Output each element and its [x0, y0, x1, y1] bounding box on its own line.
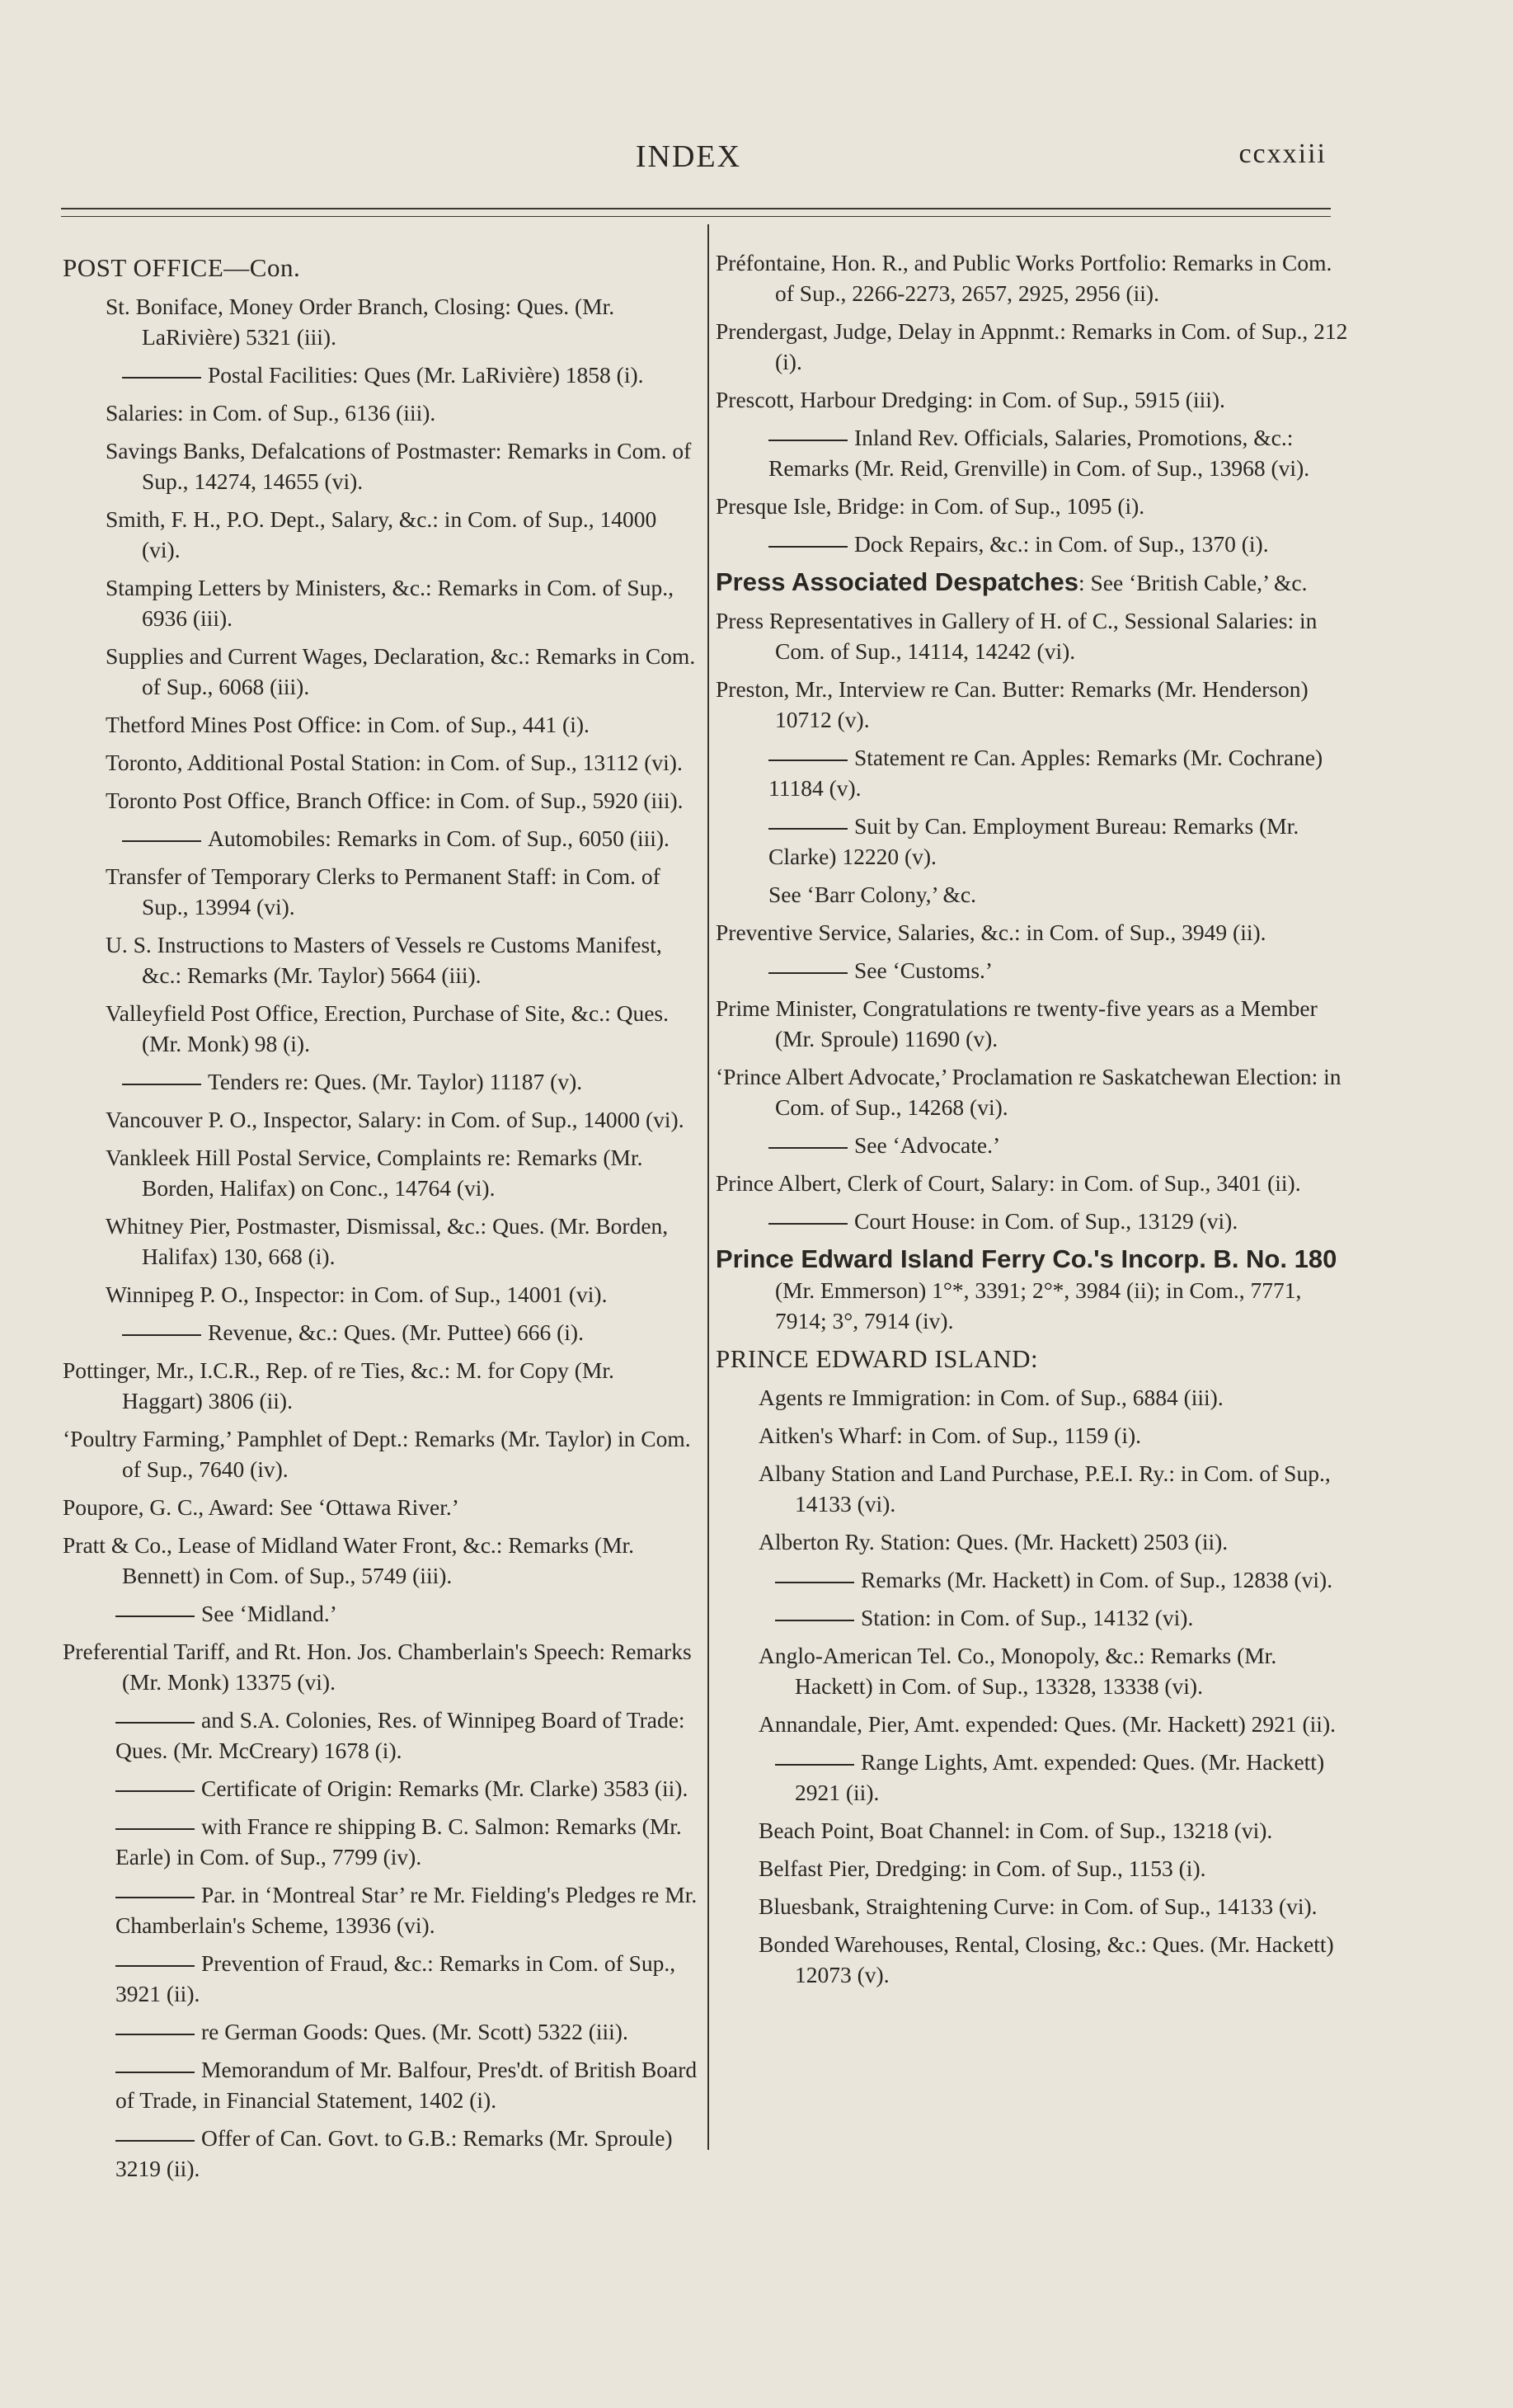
column-divider — [707, 224, 709, 2150]
index-entry — [63, 360, 698, 390]
entry-text: Memorandum of Mr. Balfour, Pres'dt. of British Board of Trade, in Financial Statement, 1402 (i). — [115, 2057, 698, 2113]
ditto-dash — [122, 1334, 201, 1336]
entry-text: Thetford Mines Post Office: in Com. of Sup., 441 (i). — [106, 712, 590, 737]
entry-text: Preferential Tariff, and Rt. Hon. Jos. Chamberlain's Speech: Remarks (Mr. Monk) 13375 (vi). — [63, 1639, 692, 1695]
right-column — [716, 247, 1352, 1997]
index-entry — [63, 823, 698, 854]
index-entry — [63, 572, 698, 633]
index-entry — [716, 1891, 1352, 1921]
index-entry — [63, 1066, 698, 1097]
entry-text: Court House: in Com. of Sup., 13129 (vi). — [854, 1208, 1238, 1234]
ditto-dash — [768, 760, 848, 761]
entry-text: Beach Point, Boat Channel: in Com. of Sup., 13218 (vi). — [759, 1818, 1273, 1843]
entry-text: Preston, Mr., Interview re Can. Butter: Remarks (Mr. Henderson) 10712 (v). — [716, 676, 1309, 732]
index-entry — [716, 1602, 1352, 1633]
entry-text: Press Representatives in Gallery of H. of C., Sessional Salaries: in Com. of Sup., 14114, 14242 (vi). — [716, 608, 1318, 664]
ditto-dash — [775, 1620, 854, 1621]
ditto-dash — [768, 440, 848, 441]
index-entry — [63, 747, 698, 778]
entry-text: Winnipeg P. O., Inspector: in Com. of Sup., 14001 (vi). — [106, 1282, 608, 1307]
entry-text: Vancouver P. O., Inspector, Salary: in Com. of Sup., 14000 (vi). — [106, 1107, 684, 1132]
index-entry — [63, 709, 698, 740]
entry-text: (Mr. Emmerson) 1°*, 3391; 2°*, 3984 (ii); in Com., 7771, 7914; 3°, 7914 (iv). — [775, 1277, 1302, 1333]
index-entry — [63, 2016, 698, 2047]
entry-text: St. Boniface, Money Order Branch, Closing: Ques. (Mr. LaRivière) 5321 (iii). — [106, 294, 615, 350]
entry-text: Toronto, Additional Postal Station: in Com. of Sup., 13112 (vi). — [106, 750, 683, 775]
entry-text: Pratt & Co., Lease of Midland Water Front, &c.: Remarks (Mr. Bennett) in Com. of Sup., 5749 (iii). — [63, 1532, 635, 1588]
ditto-dash — [768, 1147, 848, 1149]
index-entry — [716, 1709, 1352, 1739]
entry-text: Vankleek Hill Postal Service, Complaints re: Remarks (Mr. Borden, Halifax) on Conc., 14764 (vi). — [106, 1145, 643, 1201]
ditto-dash — [768, 1223, 848, 1225]
index-entry — [63, 1423, 698, 1484]
entry-text: Alberton Ry. Station: Ques. (Mr. Hackett) 2503 (ii). — [759, 1529, 1229, 1554]
index-entry — [716, 491, 1352, 521]
index-entry — [716, 316, 1352, 377]
entry-text: : See ‘British Cable,’ &c. — [1078, 570, 1308, 595]
header-rule — [61, 208, 1331, 209]
index-entry — [716, 742, 1352, 803]
entry-text: Certificate of Origin: Remarks (Mr. Clarke) 3583 (ii). — [201, 1775, 688, 1801]
index-entry — [63, 1530, 698, 1591]
index-entry — [716, 1853, 1352, 1884]
ditto-dash — [115, 1828, 195, 1830]
entry-text: Anglo-American Tel. Co., Monopoly, &c.: Remarks (Mr. Hackett) in Com. of Sup., 13328, 13338 (vi). — [759, 1643, 1277, 1699]
entry-text: Station: in Com. of Sup., 14132 (vi). — [861, 1605, 1194, 1630]
index-entry — [63, 1492, 698, 1522]
entry-text: See ‘Midland.’ — [201, 1601, 337, 1626]
left-column — [63, 247, 698, 2191]
index-entry — [716, 1640, 1352, 1701]
index-entry — [63, 1279, 698, 1310]
ditto-dash — [115, 1897, 195, 1898]
entry-text: Toronto Post Office, Branch Office: in Com. of Sup., 5920 (iii). — [106, 788, 684, 813]
index-entry — [716, 811, 1352, 872]
index-entry — [63, 2123, 698, 2184]
index-entry — [716, 1206, 1352, 1236]
entry-text: Savings Banks, Defalcations of Postmaster: Remarks in Com. of Sup., 14274, 14655 (vi). — [106, 438, 692, 494]
index-entry — [63, 861, 698, 922]
entry-text: and S.A. Colonies, Res. of Winnipeg Board of Trade: Ques. (Mr. McCreary) 1678 (i). — [115, 1707, 685, 1763]
index-entry — [716, 879, 1352, 910]
ditto-dash — [122, 1084, 201, 1085]
entry-text: See ‘Customs.’ — [854, 957, 994, 983]
entry-text: Postal Facilities: Ques (Mr. LaRivière) 1858 (i). — [208, 362, 644, 388]
index-entry — [63, 397, 698, 428]
index-entry — [716, 1815, 1352, 1846]
index-entry — [63, 998, 698, 1059]
index-entry — [63, 1598, 698, 1629]
ditto-dash — [115, 1965, 195, 1967]
entry-text: Prescott, Harbour Dredging: in Com. of Sup., 5915 (iii). — [716, 387, 1225, 412]
entry-text: Revenue, &c.: Ques. (Mr. Puttee) 666 (i). — [208, 1319, 584, 1345]
entry-text: Aitken's Wharf: in Com. of Sup., 1159 (i). — [759, 1423, 1142, 1448]
index-entry — [63, 1104, 698, 1135]
entry-text: Tenders re: Ques. (Mr. Taylor) 11187 (v). — [208, 1069, 583, 1094]
entry-text: Inland Rev. Officials, Salaries, Promotions, &c.: Remarks (Mr. Reid, Grenville) in Com. of Sup., 13968 (vi). — [768, 425, 1310, 481]
index-entry — [716, 384, 1352, 415]
index-entry — [716, 422, 1352, 483]
index-entry — [716, 1929, 1352, 1990]
entry-text: Bonded Warehouses, Rental, Closing, &c.: Ques. (Mr. Hackett) 12073 (v). — [759, 1931, 1334, 1987]
index-entry — [63, 504, 698, 565]
index-entry — [716, 917, 1352, 948]
page-number: ccxxiii — [1238, 139, 1327, 169]
entry-text: Automobiles: Remarks in Com. of Sup., 6050 (iii). — [208, 825, 670, 851]
entry-text: U. S. Instructions to Masters of Vessels re Customs Manifest, &c.: Remarks (Mr. Taylor) 5664 (iii). — [106, 932, 662, 988]
index-entry — [716, 1061, 1352, 1122]
entry-text: Stamping Letters by Ministers, &c.: Remarks in Com. of Sup., 6936 (iii). — [106, 575, 674, 631]
entry-text: Poupore, G. C., Award: See ‘Ottawa River.’ — [63, 1494, 459, 1520]
ditto-dash — [122, 377, 201, 379]
entry-text: Salaries: in Com. of Sup., 6136 (iii). — [106, 400, 436, 426]
index-entry — [63, 785, 698, 816]
entry-text: See ‘Barr Colony,’ &c. — [768, 882, 977, 907]
ditto-dash — [115, 2072, 195, 2073]
index-entry — [716, 529, 1352, 559]
entry-text: Par. in ‘Montreal Star’ re Mr. Fielding's Pledges re Mr. Chamberlain's Scheme, 13936 (vi). — [115, 1882, 698, 1938]
index-entry — [716, 605, 1352, 666]
entry-text: Range Lights, Amt. expended: Ques. (Mr. Hackett) 2921 (ii). — [795, 1749, 1325, 1805]
index-entry — [716, 955, 1352, 985]
entry-text: Offer of Can. Govt. to G.B.: Remarks (Mr. Sproule) 3219 (ii). — [115, 2125, 673, 2181]
ditto-dash — [115, 1790, 195, 1792]
index-entry — [716, 674, 1352, 735]
entry-text: Pottinger, Mr., I.C.R., Rep. of re Ties, &c.: M. for Copy (Mr. Haggart) 3806 (ii). — [63, 1357, 614, 1413]
index-entry — [63, 1948, 698, 2009]
entry-text: Remarks (Mr. Hackett) in Com. of Sup., 12838 (vi). — [861, 1567, 1333, 1592]
entry-text: Dock Repairs, &c.: in Com. of Sup., 1370 (i). — [854, 531, 1269, 557]
entry-text: Préfontaine, Hon. R., and Public Works Portfolio: Remarks in Com. of Sup., 2266-2273, 2657, 2925, 2956 (ii). — [716, 250, 1332, 306]
index-entry — [63, 1211, 698, 1272]
index-entry — [716, 1526, 1352, 1557]
header-rule-thin — [61, 216, 1331, 217]
entry-text: Supplies and Current Wages, Declaration, &c.: Remarks in Com. of Sup., 6068 (iii). — [106, 643, 696, 699]
index-entry — [63, 1705, 698, 1766]
ditto-dash — [768, 972, 848, 974]
entry-text: PRINCE EDWARD ISLAND: — [716, 1344, 1039, 1373]
entry-text: Presque Isle, Bridge: in Com. of Sup., 1095 (i). — [716, 493, 1145, 519]
index-entry — [63, 1811, 698, 1872]
entry-text: ‘Prince Albert Advocate,’ Proclamation re Saskatchewan Election: in Com. of Sup., 14268 (vi). — [716, 1064, 1341, 1120]
index-entry — [716, 247, 1352, 308]
index-entry — [63, 2054, 698, 2115]
page-title: INDEX — [635, 139, 742, 174]
index-entry — [63, 1879, 698, 1940]
ditto-dash — [768, 546, 848, 548]
entry-text: Preventive Service, Salaries, &c.: in Com. of Sup., 3949 (ii). — [716, 919, 1266, 945]
index-entry — [63, 291, 698, 352]
index-entry — [716, 1747, 1352, 1808]
entry-text: Transfer of Temporary Clerks to Permanent Staff: in Com. of Sup., 13994 (vi). — [106, 863, 660, 919]
entry-text: Prince Albert, Clerk of Court, Salary: in Com. of Sup., 3401 (ii). — [716, 1170, 1301, 1196]
entry-text: Valleyfield Post Office, Erection, Purchase of Site, &c.: Ques. (Mr. Monk) 98 (i). — [106, 1000, 670, 1056]
index-entry — [716, 993, 1352, 1054]
entry-text: Suit by Can. Employment Bureau: Remarks (Mr. Clarke) 12220 (v). — [768, 813, 1299, 869]
entry-text: See ‘Advocate.’ — [854, 1132, 1001, 1158]
entry-text: Whitney Pier, Postmaster, Dismissal, &c.: Ques. (Mr. Borden, Halifax) 130, 668 (i). — [106, 1213, 669, 1269]
index-entry — [63, 1142, 698, 1203]
entry-text: Prendergast, Judge, Delay in Appnmt.: Remarks in Com. of Sup., 212 (i). — [716, 318, 1348, 374]
index-entry — [63, 435, 698, 496]
ditto-dash — [115, 2034, 195, 2035]
entry-text: with France re shipping B. C. Salmon: Remarks (Mr. Earle) in Com. of Sup., 7799 (iv). — [115, 1813, 682, 1869]
ditto-dash — [775, 1582, 854, 1583]
ditto-dash — [115, 1616, 195, 1617]
ditto-dash — [768, 828, 848, 830]
index-entry — [63, 1355, 698, 1416]
index-entry — [716, 1420, 1352, 1451]
section-heading — [63, 252, 698, 283]
index-entry — [63, 1773, 698, 1804]
index-entry — [63, 1317, 698, 1347]
ditto-dash — [122, 840, 201, 842]
entry-text: Bluesbank, Straightening Curve: in Com. of Sup., 14133 (vi). — [759, 1893, 1318, 1919]
index-entry — [63, 641, 698, 702]
entry-text: Prime Minister, Congratulations re twenty-five years as a Member (Mr. Sproule) 11690 (v). — [716, 995, 1318, 1051]
index-entry — [716, 1458, 1352, 1519]
entry-text: re German Goods: Ques. (Mr. Scott) 5322 (iii). — [201, 2019, 628, 2044]
index-entry — [716, 1168, 1352, 1198]
index-entry — [716, 1382, 1352, 1413]
entry-text: Agents re Immigration: in Com. of Sup., 6884 (iii). — [759, 1385, 1224, 1410]
entry-text: Prevention of Fraud, &c.: Remarks in Com. of Sup., 3921 (ii). — [115, 1950, 676, 2006]
index-entry — [63, 929, 698, 990]
entry-text: Albany Station and Land Purchase, P.E.I. Ry.: in Com. of Sup., 14133 (vi). — [759, 1460, 1331, 1517]
index-entry — [716, 1564, 1352, 1595]
ditto-dash — [115, 1722, 195, 1724]
section-heading — [716, 1343, 1352, 1374]
ditto-dash — [115, 2140, 195, 2142]
entry-heading: Prince Edward Island Ferry Co.'s Incorp. B. No. 180 — [716, 1244, 1337, 1273]
ditto-dash — [775, 1764, 854, 1766]
index-entry — [63, 1636, 698, 1697]
entry-text: Smith, F. H., P.O. Dept., Salary, &c.: in Com. of Sup., 14000 (vi). — [106, 506, 657, 562]
entry-heading: Press Associated Despatches — [716, 567, 1078, 596]
index-entry — [716, 567, 1352, 598]
entry-text: ‘Poultry Farming,’ Pamphlet of Dept.: Remarks (Mr. Taylor) in Com. of Sup., 7640 (iv). — [63, 1426, 691, 1482]
entry-text: POST OFFICE—Con. — [63, 253, 301, 282]
entry-text: Annandale, Pier, Amt. expended: Ques. (Mr. Hackett) 2921 (ii). — [759, 1711, 1336, 1737]
index-entry — [716, 1244, 1352, 1336]
entry-text: Statement re Can. Apples: Remarks (Mr. Cochrane) 11184 (v). — [768, 745, 1323, 801]
index-entry — [716, 1130, 1352, 1160]
entry-text: Belfast Pier, Dredging: in Com. of Sup., 1153 (i). — [759, 1855, 1206, 1881]
